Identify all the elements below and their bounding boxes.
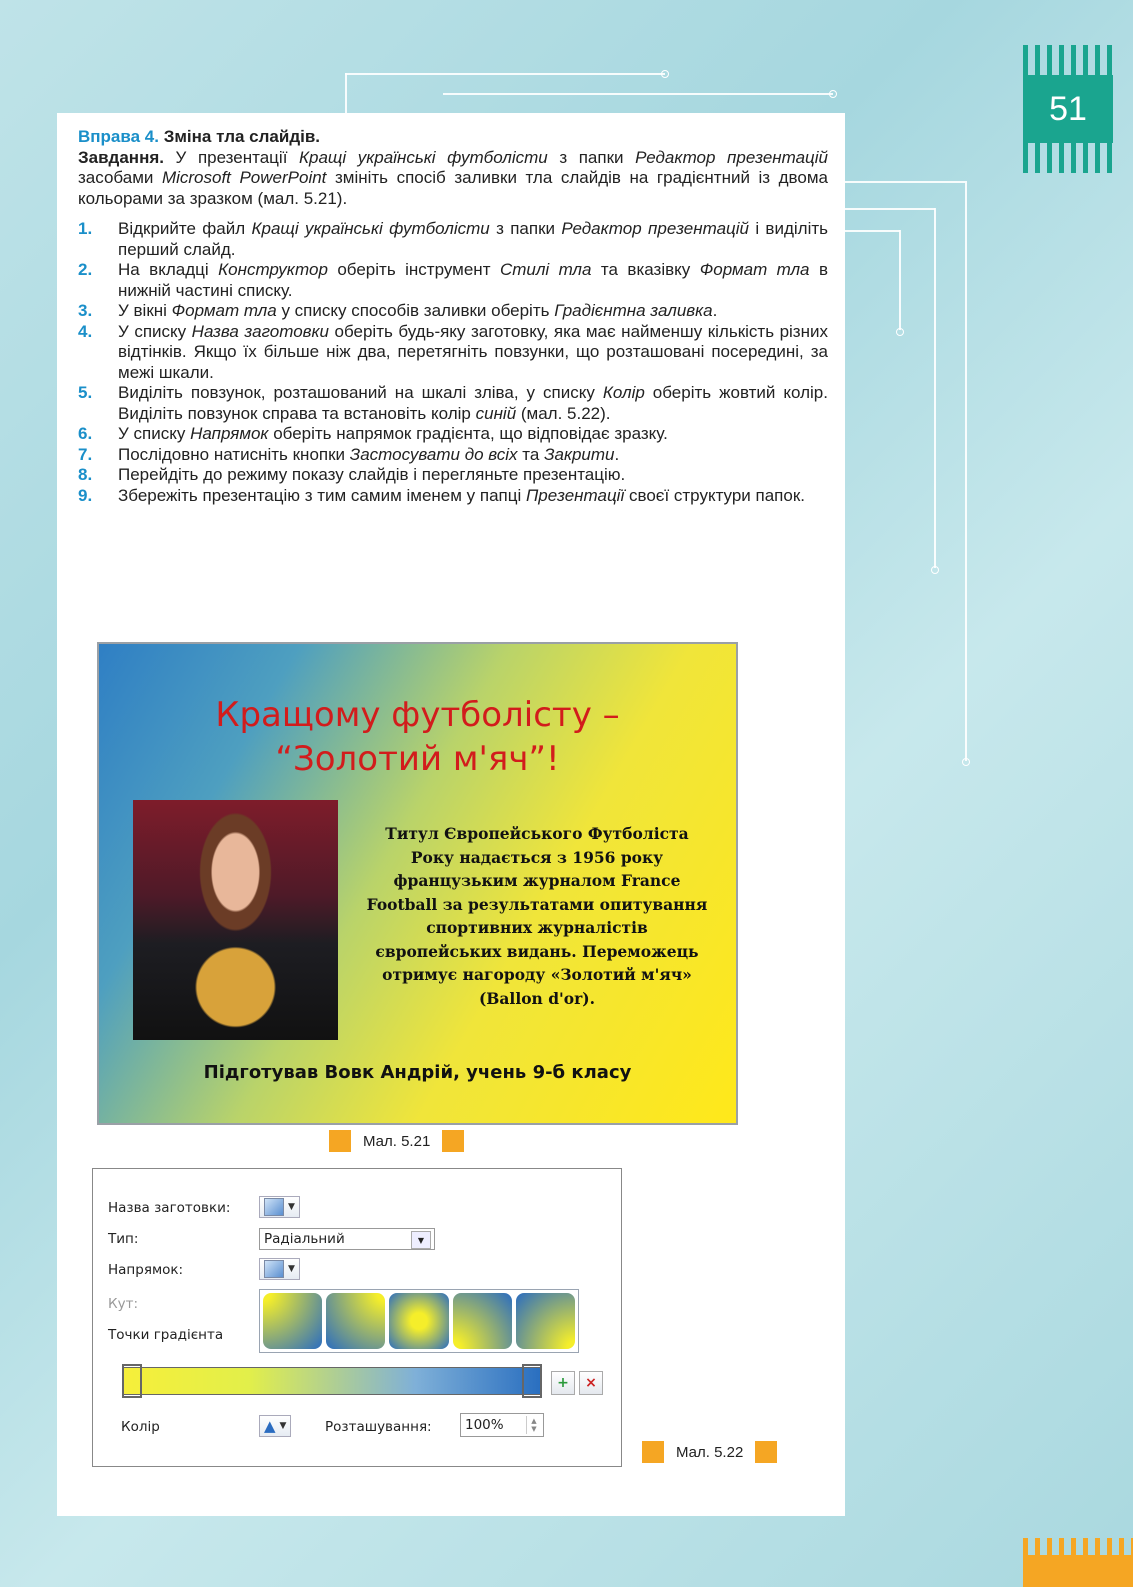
chevron-down-icon: ▼ — [279, 1421, 287, 1431]
italic-term: Редактор презентацій — [635, 147, 829, 167]
preset-dropdown[interactable] — [259, 1196, 300, 1218]
exercise-heading: Зміна тла слайдів. — [163, 127, 321, 146]
text-run: У списку — [118, 321, 192, 341]
text-run: У презентації — [163, 147, 299, 167]
italic-term: Кращі українські футболісти — [251, 219, 490, 238]
deco-dot — [931, 566, 939, 574]
text-run: У списку — [118, 424, 191, 443]
text-run: (мал. 5.22). — [516, 403, 611, 423]
step-item — [78, 383, 828, 424]
spin-arrows-icon[interactable]: ▲ ▼ — [526, 1416, 541, 1434]
italic-term: Градієнтна заливка — [554, 301, 713, 320]
deco-line — [845, 230, 900, 232]
task-text — [78, 148, 828, 208]
caption-square-icon — [442, 1130, 464, 1152]
task-label: Завдання. — [78, 147, 164, 167]
slide-body-line: європейських видань. Переможець — [375, 941, 699, 961]
type-select[interactable] — [259, 1228, 435, 1250]
text-run: в нижній частині списку. — [118, 260, 829, 300]
step-number: 8. — [78, 465, 93, 484]
step-number: 3. — [78, 301, 93, 320]
deco-dot — [896, 328, 904, 336]
italic-term: Колір — [602, 383, 645, 402]
italic-term: Формат тла — [171, 301, 277, 320]
caption-square-icon — [755, 1441, 777, 1463]
text-run: оберіть жовтий колір. Виділіть повзунок справа та встановіть колір — [118, 383, 828, 423]
italic-term: Конструктор — [218, 260, 328, 279]
italic-term: Напрямок — [190, 424, 269, 443]
chevron-down-icon: ▼ — [288, 1202, 295, 1212]
text-run: з папки — [547, 147, 636, 167]
deco-line — [845, 208, 935, 210]
slide-body-line: Football за результатами опитування — [366, 894, 708, 914]
position-label: Розташування: — [325, 1419, 432, 1435]
exercise-title — [78, 127, 828, 148]
slide-title-line: Кращому футболісту – — [215, 695, 620, 735]
page-sheet — [57, 113, 845, 1516]
step-item — [78, 219, 828, 260]
caption-text: Мал. 5.21 — [363, 1132, 431, 1150]
text-run: Послідовно натисніть кнопки — [118, 444, 350, 464]
step-number: 2. — [78, 260, 93, 279]
slide-preview — [97, 642, 738, 1125]
corner-decoration — [1023, 1538, 1133, 1587]
deco-line — [965, 181, 967, 761]
step-item — [78, 260, 828, 301]
text-run: змініть спосіб заливки тла слайдів на градієнтний із двома кольорами за зразком (мал. 5.21). — [78, 168, 828, 208]
deco-dot — [829, 90, 837, 98]
caption-square-icon — [642, 1441, 664, 1463]
step-number: 6. — [78, 424, 93, 443]
add-stop-button[interactable]: + — [551, 1371, 575, 1395]
deco-line — [899, 230, 901, 330]
direction-label: Напрямок: — [108, 1262, 184, 1278]
slide-title — [99, 693, 736, 781]
step-item — [78, 424, 828, 445]
italic-term: Презентації — [525, 485, 625, 505]
position-value: 100% — [465, 1417, 504, 1433]
slide-body-line: французьким журналом France — [393, 871, 681, 890]
deco-line — [443, 93, 833, 95]
gradient-dialog — [92, 1168, 622, 1467]
direction-option[interactable] — [389, 1293, 448, 1349]
text-run: оберіть інструмент — [327, 260, 500, 279]
direction-option[interactable] — [263, 1293, 322, 1349]
position-input[interactable] — [460, 1413, 544, 1437]
text-run: На вкладці — [118, 260, 219, 279]
italic-term: Стилі тла — [499, 260, 592, 279]
direction-dropdown[interactable] — [259, 1258, 300, 1280]
slide-footer: Підготував Вовк Андрій, учень 9-б класу — [203, 1062, 632, 1083]
italic-term: Кращі українські футболісти — [299, 147, 548, 167]
italic-term: Формат тла — [699, 260, 810, 279]
slide-body-line: Титул Європейського Футболіста — [385, 824, 689, 843]
step-item — [78, 465, 828, 486]
slide-body-line: (Ballon d'or). — [478, 988, 596, 1008]
angle-label: Кут: — [108, 1296, 138, 1312]
step-number: 1. — [78, 219, 93, 238]
step-item — [78, 322, 828, 384]
color-label: Колір — [121, 1419, 160, 1435]
direction-option[interactable] — [326, 1293, 385, 1349]
caption-text: Мал. 5.22 — [676, 1443, 744, 1461]
slide-body-text — [357, 822, 717, 1010]
text-run: засобами — [78, 168, 162, 187]
text-run: У вікні — [118, 301, 172, 320]
page-tab-comb-bottom — [1023, 143, 1113, 173]
remove-stop-button[interactable]: × — [579, 1371, 603, 1395]
text-run: та — [517, 444, 545, 464]
step-number: 9. — [78, 485, 93, 505]
text-run: з папки — [489, 219, 562, 238]
italic-term: Застосувати до всіх — [349, 444, 518, 464]
direction-option[interactable] — [516, 1293, 575, 1349]
figure-caption — [329, 1130, 464, 1152]
italic-term: Закрити — [544, 444, 615, 464]
page-tab-comb-top — [1023, 45, 1113, 75]
color-dropdown[interactable] — [259, 1415, 291, 1437]
text-run: Збережіть презентацію з тим самим іменем у папці — [118, 485, 526, 505]
chevron-down-icon: ▼ — [411, 1231, 431, 1249]
step-item — [78, 445, 828, 466]
text-run: оберіть будь-яку заготовку, яка має найменшу кількість різних відтінків. Якщо їх більше ніж два, перетягніть повзунки, що розташовані посередині, за межі шкали. — [118, 321, 828, 382]
step-item — [78, 486, 828, 507]
direction-gallery — [259, 1289, 579, 1353]
type-label: Тип: — [108, 1231, 139, 1247]
text-run: та вказівку — [591, 260, 700, 279]
step-number: 4. — [78, 321, 93, 341]
text-run: Перейдіть до режиму показу слайдів і перегляньте презентацію. — [118, 465, 626, 484]
page-number: 51 — [1023, 75, 1113, 143]
slide-body-line: Року надається з 1956 року — [410, 847, 664, 867]
caption-square-icon — [329, 1130, 351, 1152]
text-run: Відкрийте файл — [118, 219, 252, 238]
text-run: і виділіть перший слайд. — [118, 219, 828, 259]
slide-title-line: “Золотий м'яч”! — [275, 739, 560, 779]
deco-dot — [661, 70, 669, 78]
exercise-text — [78, 127, 828, 506]
text-run: своєї структури папок. — [624, 485, 806, 505]
steps-list — [78, 219, 828, 506]
gradient-bar[interactable] — [123, 1367, 541, 1395]
deco-line — [934, 208, 936, 568]
text-run: Виділіть повзунок, розташований на шкалі зліва, у списку — [118, 383, 603, 402]
preset-label: Назва заготовки: — [108, 1200, 231, 1216]
italic-term: Назва заготовки — [191, 321, 329, 341]
italic-term: синій — [475, 403, 517, 423]
gradient-stop-left[interactable] — [122, 1364, 142, 1398]
chevron-down-icon: ▼ — [288, 1264, 295, 1274]
text-run: . — [712, 301, 718, 320]
step-item — [78, 301, 828, 322]
italic-term: Microsoft PowerPoint — [161, 168, 327, 187]
direction-option[interactable] — [453, 1293, 512, 1349]
type-value: Радіальний — [264, 1231, 345, 1247]
step-number: 5. — [78, 383, 93, 402]
exercise-number: Вправа 4. — [78, 127, 159, 146]
gradient-swatch-icon — [264, 1260, 284, 1278]
text-run: оберіть напрямок градієнта, що відповідає зразку. — [268, 424, 668, 443]
step-number: 7. — [78, 444, 93, 464]
player-photo — [133, 800, 338, 1040]
figure-caption — [642, 1441, 777, 1463]
deco-line — [845, 181, 965, 183]
deco-line — [345, 73, 347, 113]
slide-body-line: отримує нагороду «Золотий м'яч» — [382, 965, 692, 984]
deco-dot — [962, 758, 970, 766]
stops-label: Точки градієнта — [108, 1327, 224, 1343]
italic-term: Редактор презентацій — [561, 219, 749, 238]
text-run: . — [614, 444, 620, 464]
text-run: у списку способів заливки оберіть — [276, 301, 555, 320]
deco-line — [345, 73, 665, 75]
task-paragraph — [78, 148, 828, 210]
gradient-stop-right[interactable] — [522, 1364, 542, 1398]
gradient-swatch-icon — [264, 1198, 284, 1216]
slide-body-line: спортивних журналістів — [426, 918, 648, 937]
paint-bucket-icon: ▲ — [264, 1417, 276, 1435]
